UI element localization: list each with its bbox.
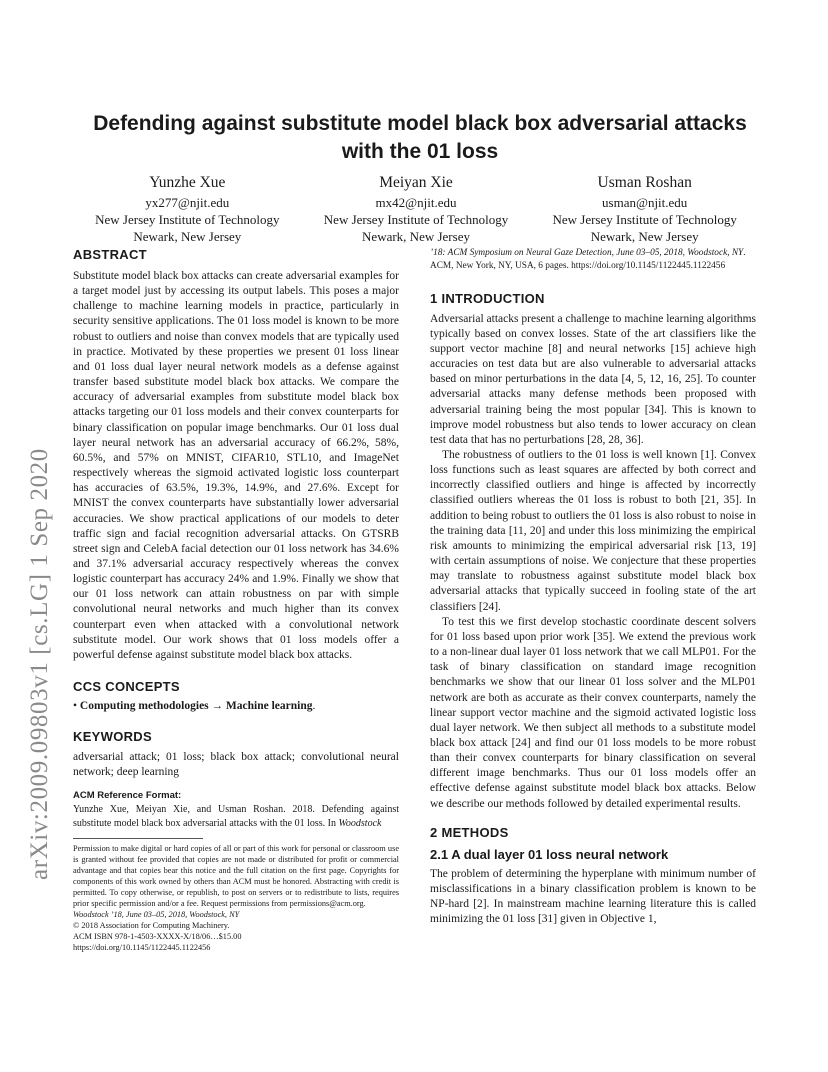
permission-copyright: © 2018 Association for Computing Machinery. [73,921,230,931]
author-location: Newark, New Jersey [133,229,242,244]
author-affiliation: New Jersey Institute of Technology [323,212,509,227]
author-3 [530,173,759,245]
author-email: yx277@njit.edu [145,195,230,210]
acm-reference-venue: Woodstock [338,817,382,829]
permission-conference: Woodstock ’18, June 03–05, 2018, Woodstock, NY [73,910,240,920]
ccs-end: . [312,700,316,713]
permission-doi: https://doi.org/10.1145/1122445.1122456 [73,943,211,953]
author-email: usman@njit.edu [602,195,688,210]
author-location: Newark, New Jersey [590,229,699,244]
acm-reference-text: Yunzhe Xue, Meiyan Xie, and Usman Roshan. 2018. Defending against substitute model black box adversarial attacks with the 01 loss. In Woodstock [73,804,399,829]
permission-notice: Permission to make digital or hard copies of all or part of this work for personal or classroom use is granted without fee provided that copies are not made or distributed for profit or commercial advantage and that copies bear this notice and the full citation on the first page. Copyrights for components of this work owned by others than ACM must be honored. Abstracting with credit is permitted. To copy otherwise, or republish, to post on servers or to redistribute to lists, requires prior specific permission and/or a fee. Request permissions from permissions@acm.org. [73,844,399,909]
author-1 [73,173,302,245]
acm-reference-continuation: ’18: ACM Symposium on Neural Gaze Detection, June 03–05, 2018, Woodstock, NY. ACM, New York, NY, USA, 6 pages. https://doi.org/10.1145/1122445.1122456 [430,248,746,271]
author-block [73,173,759,245]
ccs-concepts [73,700,399,712]
methods-heading: 2 METHODS [430,824,509,840]
author-2 [302,173,531,245]
methods-subheading: 2.1 A dual layer 01 loss neural network [430,846,669,862]
author-location: Newark, New Jersey [362,229,470,244]
intro-paragraph-3: To test this we first develop stochastic coordinate descent solvers for 01 loss based upon prior work [35]. We extend the previous work to a non-linear dual layer 01 loss network that we call MLP01. For the task of binary classification on standard image recognition benchmarks we show that our linear 01 loss solver and the MLP01 network are both as accurate as their convex counterparts, namely the linear support vector machine and the sigmoid activated logistic loss dual layer network. We then subject all methods to a substitute model black box attack [24] and find our 01 loss models to be more robust than their convex counterparts for binary classification on several different image benchmarks. Thus our 01 loss models offer an effective defense against substitute model black box attacks. Below we describe our methods followed by detailed experimental results. [430,615,756,810]
abstract-heading: ABSTRACT [73,247,147,262]
keywords-heading: KEYWORDS [73,729,152,745]
ccs-bullet: • [73,700,78,713]
permission-isbn: ACM ISBN 978-1-4503-XXXX-X/18/06…$15.00 [73,932,242,942]
intro-paragraph-1: Adversarial attacks present a challenge to machine learning algorithms typically based on convex losses. State of the art classifiers like the support vector machine [8] and neural networks [15] achieve high accuracies on test data but are also vulnerable to adversarial attacks based on minor perturbations in the data [4, 5, 12, 16, 25]. To counter adversarial attacks many defense methods been proposed with adversarial training being the most popular [34]. This is known to improve model robustness but also tends to lower accuracy on clean test data that has no perturbations [28, 28, 36]. [430,312,756,446]
arxiv-stamp: arXiv:2009.09803v1 [cs.LG] 1 Sep 2020 [26,448,53,880]
methods-paragraph-1: The problem of determining the hyperplane with minimum number of misclassifications in a binary classification problem is known to be NP-hard [2]. In mainstream machine learning literature this is called minimizing the 01 loss [31] given in Objective 1, [430,867,756,926]
acm-reference-heading: ACM Reference Format: [73,790,182,802]
abstract-text: Substitute model black box attacks can create adversarial examples for a target model just by accessing its output labels. This poses a major challenge to machine learning models in practice, particularly in security sensitive applications. The 01 loss model is known to be more robust to outliers and noise than convex models that are typically used in practice. Motivated by these properties we present 01 loss linear and 01 loss dual layer neural network models as a defense against transfer based substitute model black box attacks. We compare the accuracy of adversarial examples from substitute model black box attacks targeting our 01 loss models and their convex counterparts for binary classification on popular image benchmarks. Our 01 loss dual layer neural network has an adversarial accuracy of 66.2%, 58%, 60.5%, and 57% on MNIST, CIFAR10, STL10, and ImageNet respectively whereas the sigmoid activated logistic loss counterpart has accuracies of 63.5%, 19.3%, 14.9%, and 27.6%. Except for MNIST the convex counterparts have substantially lower adversarial accuracies. We show practical applications of our models to deter traffic sign and facial recognition adversarial attacks. On GTSRB street sign and CelebA facial detection our 01 loss network has 34.6% and 37.1% adversarial accuracy respectively whereas the convex logistic counterpart has accuracy 24% and 1.9%. Finally we show that our 01 loss network can attain robustness on par with simple convolutional neural networks and much higher than its convex counterpart even when attacked with a convolutional network substitute model. Our work shows that 01 loss models offer a powerful defense against substitute model black box attacks. [73,270,399,661]
footnote-divider [73,838,203,839]
ccs-item-a: Computing methodologies [79,700,209,713]
intro-paragraph-2: The robustness of outliers to the 01 loss is well known [1]. Convex loss functions such as least squares are affected by both correct and incorrectly classified outliers and hinge is affected by incorrectly classified outliers whereas the 01 loss is robust to both [21, 35]. In addition to being robust to outliers the 01 loss is also robust to noise in the training data [11, 20] and under this loss minimizing the empirical risk amounts to minimizing the empirical adversarial risk [13, 19] with certain assumptions of noise. We conjecture that these properties may translate to robustness against substitute model black box adversarial attacks that typically succeed in fooling state of the art classifiers [24]. [430,449,756,613]
keywords-text: adversarial attack; 01 loss; black box attack; convolutional neural network; deep learning [73,751,399,779]
author-name: Yunzhe Xue [149,174,226,191]
ccs-item-b: Machine learning [225,700,313,713]
author-name: Meiyan Xie [379,174,453,191]
author-affiliation: New Jersey Institute of Technology [552,212,737,227]
ccs-arrow: → [211,700,224,713]
introduction-heading: 1 INTRODUCTION [430,290,545,306]
left-column [73,247,399,953]
author-affiliation: New Jersey Institute of Technology [95,212,280,227]
right-column [430,247,756,927]
author-name: Usman Roshan [597,174,692,191]
author-email: mx42@njit.edu [375,195,457,210]
paper-title: Defending against substitute model black box adversarial attacks with the 01 loss [93,112,747,163]
ccs-heading: CCS CONCEPTS [73,679,180,695]
